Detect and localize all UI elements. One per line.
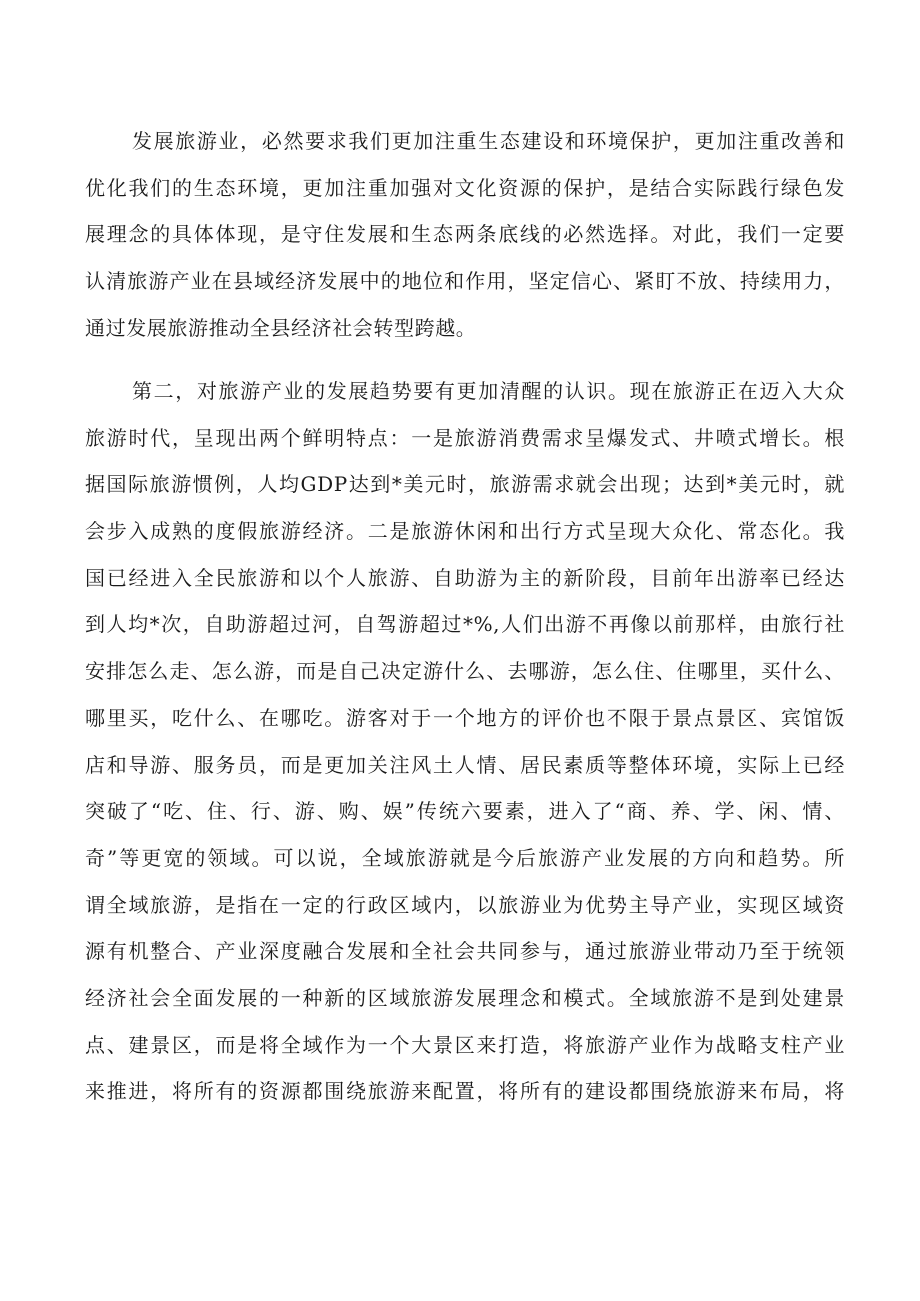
paragraph-line: 通过发展旅游推动全县经济社会转型跨越。 [85,315,477,340]
paragraph-line: 源有机整合、产业深度融合发展和全社会共同参与，通过旅游业带动乃至于统领 [85,939,845,964]
paragraph-line: 优化我们的生态环境，更加注重加强对文化资源的保护，是结合实际践行绿色发 [85,175,845,200]
paragraph-line: 来推进，将所有的资源都围绕旅游来配置，将所有的建设都围绕旅游来布局，将 [85,1079,845,1104]
paragraph-line: 点、建景区，而是将全域作为一个大景区来打造，将旅游产业作为战略支柱产业 [85,1032,845,1057]
paragraph-line: 国已经进入全民旅游和以个人旅游、自助游为主的新阶段，目前年出游率已经达 [85,565,845,590]
paragraph-line: 奇”等更宽的领域。可以说，全域旅游就是今后旅游产业发展的方向和趋势。所 [85,845,845,870]
paragraph-tourism-ecology [85,118,845,351]
paragraph-line: 经济社会全面发展的一种新的区域旅游发展理念和模式。全域旅游不是到处建景 [85,985,845,1010]
paragraph-line: 旅游时代，呈现出两个鲜明特点：一是旅游消费需求呈爆发式、井喷式增长。根 [85,425,845,450]
paragraph-line: 谓全域旅游，是指在一定的行政区域内，以旅游业为优势主导产业，实现区域资 [85,892,845,917]
paragraph-line: 店和导游、服务员，而是更加关注风土人情、居民素质等整体环境，实际上已经 [85,752,845,777]
paragraph-line: 安排怎么走、怎么游，而是自己决定游什么、去哪游，怎么住、住哪里，买什么、 [85,659,845,684]
paragraph-line: 到人均*次，自助游超过河，自驾游超过*%,人们出游不再像以前那样，由旅行社 [85,612,845,637]
paragraph-line: 哪里买，吃什么、在哪吃。游客对于一个地方的评价也不限于景点景区、宾馆饭 [85,705,845,730]
paragraph-line: 认清旅游产业在县域经济发展中的地位和作用，坚定信心、紧盯不放、持续用力， [85,269,845,294]
paragraph-line: 会步入成熟的度假旅游经济。二是旅游休闲和出行方式呈现大众化、常态化。我 [85,519,845,544]
paragraph-line: 据国际旅游惯例，人均GDP达到*美元时，旅游需求就会出现；达到*美元时，就 [85,472,845,497]
paragraph-line: 突破了“吃、住、行、游、购、娱”传统六要素，进入了“商、养、学、闲、情、 [85,799,845,824]
paragraph-tourism-trends [85,368,845,1115]
paragraph-line: 展理念的具体体现，是守住发展和生态两条底线的必然选择。对此，我们一定要 [85,222,845,247]
paragraph-line: 发展旅游业，必然要求我们更加注重生态建设和环境保护，更加注重改善和 [132,129,845,153]
paragraph-line: 第二，对旅游产业的发展趋势要有更加清醒的认识。现在旅游正在迈入大众 [132,379,845,403]
